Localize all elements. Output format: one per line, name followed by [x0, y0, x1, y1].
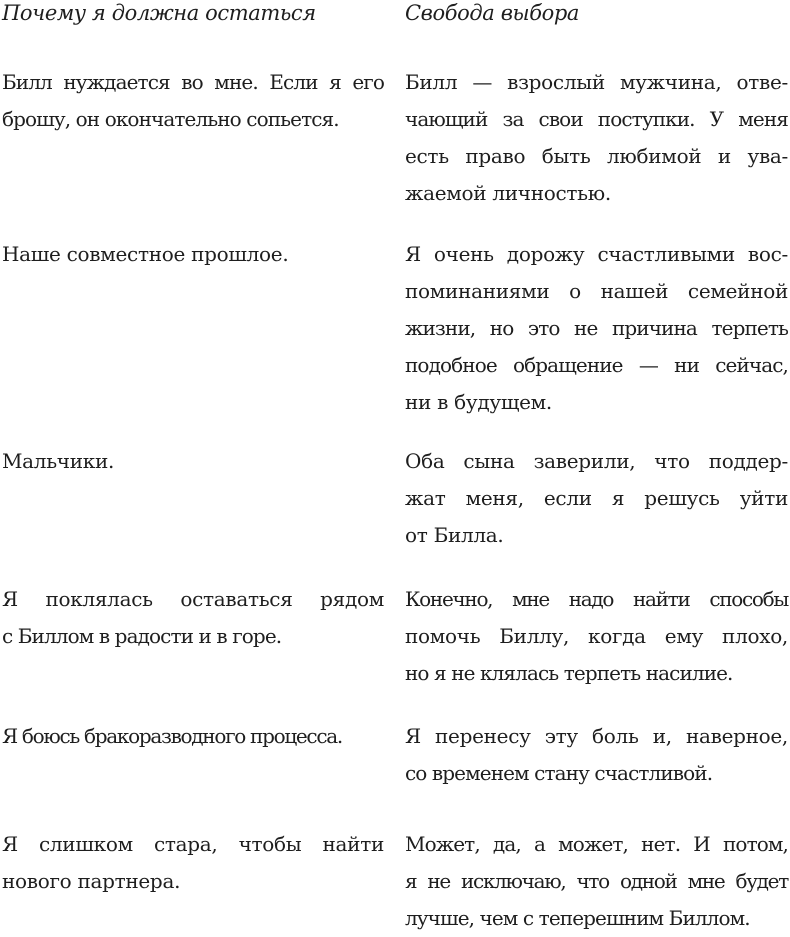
freedom-line: чающий за свои поступки. У меня: [405, 107, 788, 131]
reason-cell-2: [2, 236, 384, 273]
freedom-line: лучше, чем с теперешним Биллом.: [405, 906, 750, 930]
heading-freedom-of-choice: Свобода выбора: [405, 1, 580, 25]
reason-cell-1: [2, 64, 384, 138]
freedom-line: Я перенесу эту боль и, наверное,: [405, 724, 788, 748]
reason-cell-5: [2, 718, 384, 755]
reason-line: Я слишком стара, чтобы найти: [2, 832, 384, 856]
freedom-line: Я очень дорожу счастливыми вос-: [405, 242, 788, 266]
reason-line: Наше совместное прошлое.: [2, 242, 289, 266]
reason-cell-6: [2, 826, 384, 900]
freedom-line: есть право быть любимой и ува-: [405, 144, 788, 168]
freedom-cell-5: [405, 718, 788, 792]
freedom-cell-4: [405, 581, 788, 692]
freedom-line: я не исключаю, что одной мне будет: [405, 869, 788, 893]
freedom-line: со временем стану счастливой.: [405, 761, 713, 785]
freedom-line: жаемой личностью.: [405, 181, 611, 205]
freedom-line: Оба сына заверили, что поддер-: [405, 449, 788, 473]
reason-line: нового партнера.: [2, 869, 181, 893]
freedom-line: жат меня, если я решусь уйти: [405, 486, 788, 510]
freedom-line: Билл — взрослый мужчина, отве-: [405, 70, 788, 94]
freedom-line: подобное обращение — ни сейчас,: [405, 353, 788, 377]
freedom-line: помочь Биллу, когда ему плохо,: [405, 624, 788, 648]
reason-line: Билл нуждается во мне. Если я его: [2, 70, 384, 94]
freedom-line: но я не клялась терпеть насилие.: [405, 661, 733, 685]
reason-line: Мальчики.: [2, 449, 115, 473]
reason-cell-3: [2, 443, 384, 480]
freedom-line: Может, да, а может, нет. И потом,: [405, 832, 788, 856]
freedom-cell-1: [405, 64, 788, 212]
freedom-line: ни в будущем.: [405, 390, 552, 414]
reason-line: брошу, он окончательно сопьется.: [2, 107, 339, 131]
freedom-line: Конечно, мне надо найти способы: [405, 587, 788, 611]
freedom-line: поминаниями о нашей семейной: [405, 279, 788, 303]
reason-cell-4: [2, 581, 384, 655]
heading-why-stay: Почему я должна остаться: [2, 1, 316, 25]
reason-line: Я поклялась оставаться рядом: [2, 587, 384, 611]
freedom-cell-6: [405, 826, 788, 937]
freedom-line: от Билла.: [405, 523, 504, 547]
freedom-cell-3: [405, 443, 788, 554]
reason-line: с Биллом в радости и в горе.: [2, 624, 282, 648]
freedom-line: жизни, но это не причина терпеть: [405, 316, 788, 340]
reason-line: Я боюсь бракоразводного процесса.: [2, 724, 342, 748]
freedom-cell-2: [405, 236, 788, 421]
